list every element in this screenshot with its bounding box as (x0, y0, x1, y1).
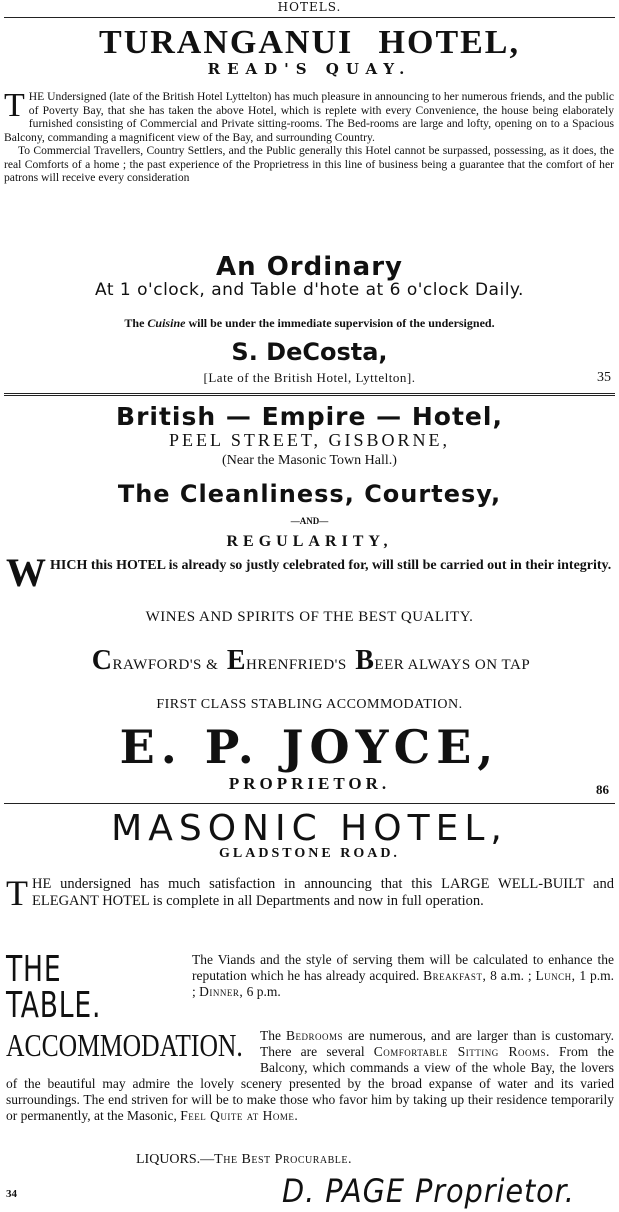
british-title: British — Empire — Hotel, (116, 402, 503, 431)
and-text: —AND— (290, 516, 329, 526)
ad-number: 86 (596, 782, 609, 797)
dropcap: W (6, 550, 46, 595)
masonic-intro: T HE undersigned has much satisfaction in announcing that this LARGE WELL-BUILT and ELEGANT HOTEL is complete in all Departments and now in full operation. (6, 873, 614, 913)
british-body: W HICH this HOTEL is already so justly celebrated for, will still be carried out in their integrity. (6, 550, 612, 595)
joyce-title: PROPRIETOR. (228, 774, 391, 793)
masonic-accommodation-section: ACCOMMODATION. The Bedrooms are numerous, and are larger than is customary. There are several Comfortable Sitting Rooms. From the Balcony, which commands a view of the whole Bay, the lovers of the beautiful may admire the lovely scenery presented by the broad expanse of water and its varied surroundings. The end striven for will be to make those who favor him by taking up their residence temporarily or permanently, at the Masonic, Feel Quite at Home. (6, 1027, 615, 1123)
british-near: (Near the Masonic Town Hall.) (222, 453, 397, 468)
page-signature: D. PAGE Proprietor. (282, 1172, 575, 1210)
ordinary-heading: An Ordinary (216, 252, 403, 282)
decosta-name: S. DeCosta, (231, 338, 388, 366)
accommodation-heading: ACCOMMODATION. (6, 1027, 243, 1063)
british-street: PEEL STREET, GISBORNE, (169, 430, 450, 450)
turanganui-body (4, 87, 614, 185)
cleanliness-heading: The Cleanliness, Courtesy, (117, 480, 502, 508)
ad-number: 35 (597, 370, 611, 385)
joyce-name: E. P. JOYCE, (119, 720, 500, 774)
paragraph: HE Undersigned (late of the British Hotel Lyttelton) has much pleasure in announcing to her numerous friends, and the public of Poverty Bay, that she has taken the above Hotel, which is replete with every Convenience, the house being elaborately furnished consisting of Commercial and Private sitting-rooms. The Bed-rooms are large and lofty, opening on to a Spacious Balcony, commanding a magnificent view of the Bay, and surrounding Country. (4, 90, 614, 144)
stabling-line: FIRST CLASS STABLING ACCOMMODATION. (156, 697, 463, 712)
dropcap: T (6, 873, 28, 913)
turanganui-title: TURANGANUI HOTEL, (99, 24, 520, 61)
decosta-late: [Late of the British Hotel, Lyttelton]. (203, 370, 416, 385)
table-heading: THE TABLE. (6, 949, 102, 1026)
regularity-text: REGULARITY, (226, 533, 393, 550)
turanganui-subtitle: READ'S QUAY. (207, 60, 412, 78)
section-heading: HOTELS. (277, 0, 342, 14)
wines-line: WINES AND SPIRITS OF THE BEST QUALITY. (145, 609, 474, 625)
liquors-line: LIQUORS.—The Best Procurable. (136, 1152, 353, 1167)
paragraph: To Commercial Travellers, Country Settlers, and the Public generally this Hotel cannot be surpassed, possessing, as it does, the real Comforts of a home ; the past experience of the Proprietress in this line of business being a guarantee that the comfort of her patrons will receive every consideration (4, 144, 614, 184)
divider (4, 803, 615, 804)
masonic-title: MASONIC HOTEL, (111, 808, 508, 849)
beer-line: CRAWFORD'S & EHRENFRIED'S BEER ALWAYS ON TAP (91, 645, 531, 676)
divider (4, 393, 615, 396)
dropcap: T (4, 87, 25, 124)
ordinary-detail: At 1 o'clock, and Table d'hote at 6 o'clock Daily. (95, 280, 524, 300)
ad-number: 34 (6, 1188, 17, 1200)
divider (4, 17, 615, 18)
cuisine-note: The Cuisine will be under the immediate supervision of the undersigned. (124, 316, 495, 330)
masonic-table-section: THE TABLE. The Viands and the style of serving them will be calculated to enhance the reputation which he has already acquired. Breakfast, 8 a.m. ; Lunch, 1 p.m. ; Dinner, 6 p.m. (6, 949, 614, 1026)
masonic-road: GLADSTONE ROAD. (219, 846, 400, 861)
